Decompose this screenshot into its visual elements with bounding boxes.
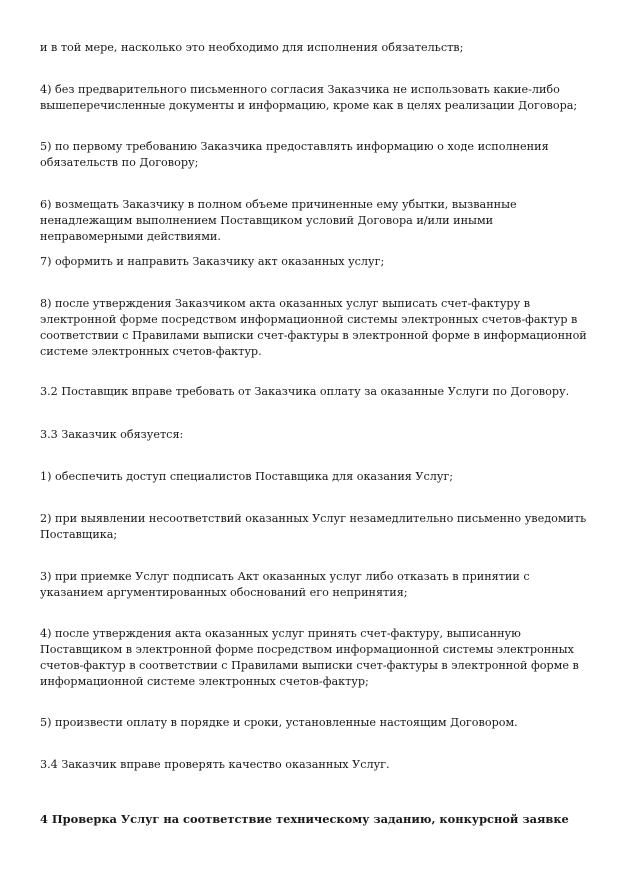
- paragraph-supplier-item-5: 5) по первому требованию Заказчика предоставлять информацию о ходе исполнения обязательств по Договору;: [40, 140, 549, 169]
- paragraph-supplier-item-7: 7) оформить и направить Заказчику акт оказанных услуг;: [40, 255, 385, 268]
- section-heading-4: 4 Проверка Услуг на соответствие техническому заданию, конкурсной заявке: [40, 812, 569, 826]
- paragraph-customer-item-1: 1) обеспечить доступ специалистов Поставщика для оказания Услуг;: [40, 470, 454, 483]
- paragraph-customer-item-3: 3) при приемке Услуг подписать Акт оказанных услуг либо отказать в принятии с указанием аргументированных обоснований его непринятия;: [40, 570, 530, 599]
- paragraph-customer-item-2: 2) при выявлении несоответствий оказанных Услуг незамедлительно письменно уведомить Поставщика;: [40, 512, 587, 541]
- paragraph-supplier-item-6: 6) возмещать Заказчику в полном объеме причиненные ему убытки, вызванные ненадлежащим выполнением Поставщиком условий Договора и/или иными неправомерными действиями.: [40, 198, 517, 243]
- paragraph-clause-3-2: 3.2 Поставщик вправе требовать от Заказчика оплату за оказанные Услуги по Договору.: [40, 385, 570, 398]
- paragraph-customer-item-5: 5) произвести оплату в порядке и сроки, установленные настоящим Договором.: [40, 716, 518, 729]
- paragraph-clause-3-3: 3.3 Заказчик обязуется:: [40, 428, 184, 441]
- paragraph-supplier-item-8: 8) после утверждения Заказчиком акта оказанных услуг выписать счет-фактуру в электронной форме посредством информационной системы электронных счетов-фактур в соответствии с Правилами выписки счет-фактуры в электронной форме в информационной системе электронных счетов-фактур.: [40, 297, 587, 358]
- paragraph-customer-item-4: 4) после утверждения акта оказанных услуг принять счет-фактуру, выписанную Поставщиком в электронной форме посредством информационной системы электронных счетов-фактур в соответствии с Правилами выписки счет-фактуры в электронной форме в информационной системе электронных счетов-фактур;: [40, 627, 579, 688]
- paragraph-supplier-item-4: 4) без предварительного письменного согласия Заказчика не использовать какие-либо вышеперечисленные документы и информацию, кроме как в целях реализации Договора;: [40, 83, 578, 112]
- paragraph-obligation-scope: и в той мере, насколько это необходимо для исполнения обязательств;: [40, 41, 464, 54]
- paragraph-clause-3-4: 3.4 Заказчик вправе проверять качество оказанных Услуг.: [40, 758, 390, 771]
